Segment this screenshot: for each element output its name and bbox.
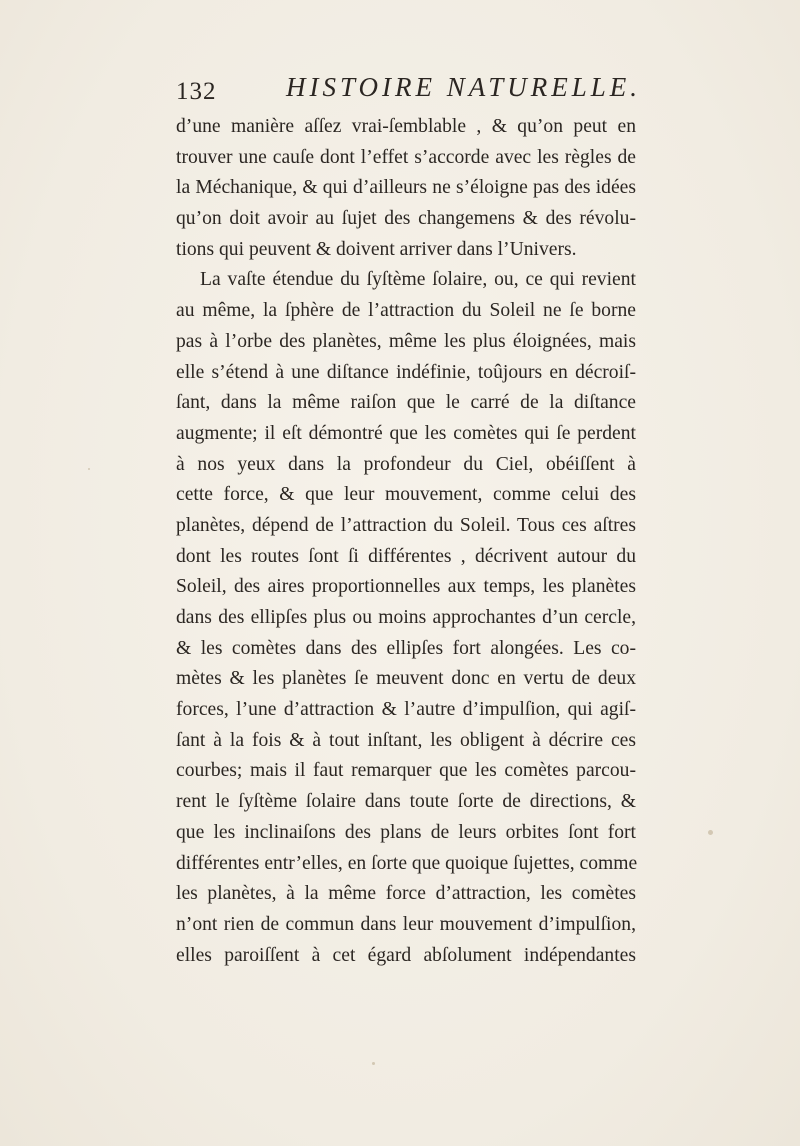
text-line: augmente; il eſt démontré que les comètes qui ſe perdent	[176, 422, 636, 444]
text-line: rent le ſyſtème ſolaire dans toute ſorte de directions, &	[176, 791, 636, 813]
ink-spot	[708, 830, 713, 835]
text-line: Soleil, des aires proportionnelles aux temps, les planètes	[176, 576, 636, 598]
text-line: dont les routes ſont ſi différentes , décrivent autour du	[176, 545, 636, 567]
text-line: n’ont rien de commun dans leur mouvement d’impulſion,	[176, 913, 636, 935]
text-line: planètes, dépend de l’attraction du Soleil. Tous ces aſtres	[176, 514, 636, 536]
text-line: La vaſte étendue du ſyſtème ſolaire, ou, ce qui revient	[200, 269, 636, 291]
text-line: les planètes, à la même force d’attraction, les comètes	[176, 883, 636, 905]
text-line: différentes entr’elles, en ſorte que quoique ſujettes, comme	[176, 852, 638, 874]
ink-spot	[88, 468, 90, 470]
text-line: d’une manière aſſez vrai-ſemblable , & qu’on peut en	[176, 116, 636, 137]
text-line: trouver une cauſe dont l’effet s’accorde avec les règles de	[176, 146, 636, 168]
text-line: mètes & les planètes ſe meuvent donc en vertu de deux	[176, 668, 636, 690]
body-text	[176, 112, 636, 971]
text-line: au même, la ſphère de l’attraction du Soleil ne ſe borne	[176, 300, 636, 322]
page-header	[176, 72, 646, 112]
ink-spot	[372, 1062, 375, 1065]
text-line: qu’on doit avoir au ſujet des changemens & des révolu-	[176, 208, 636, 230]
text-line: dans des ellipſes plus ou moins approchantes d’un cercle,	[176, 607, 636, 628]
running-head: HISTOIRE NATURELLE.	[286, 72, 642, 102]
text-line: forces, l’une d’attraction & l’autre d’impulſion, qui agiſ-	[176, 699, 636, 721]
text-line: courbes; mais il faut remarquer que les comètes parcou-	[176, 760, 636, 782]
text-line: elle s’étend à une diſtance indéfinie, toûjours en décroiſ-	[176, 361, 636, 383]
text-line: à nos yeux dans la profondeur du Ciel, obéiſſent à	[176, 453, 636, 475]
text-line: cette force, & que leur mouvement, comme celui des	[176, 484, 636, 506]
text-line: pas à l’orbe des planètes, même les plus éloignées, mais	[176, 330, 636, 352]
page-number: 132	[176, 78, 217, 105]
text-line: tions qui peuvent & doivent arriver dans l’Univers.	[176, 238, 577, 260]
text-line: elles paroiſſent à cet égard abſolument indépendantes	[176, 944, 636, 966]
text-line: que les inclinaiſons des plans de leurs orbites ſont fort	[176, 821, 636, 843]
text-line: & les comètes dans des ellipſes fort alongées. Les co-	[176, 637, 636, 659]
text-line: ſant à la fois & à tout inſtant, les obligent à décrire ces	[176, 729, 636, 751]
text-line: la Méchanique, & qui d’ailleurs ne s’éloigne pas des idées	[176, 177, 636, 199]
text-line: ſant, dans la même raiſon que le carré de la diſtance	[176, 392, 636, 414]
